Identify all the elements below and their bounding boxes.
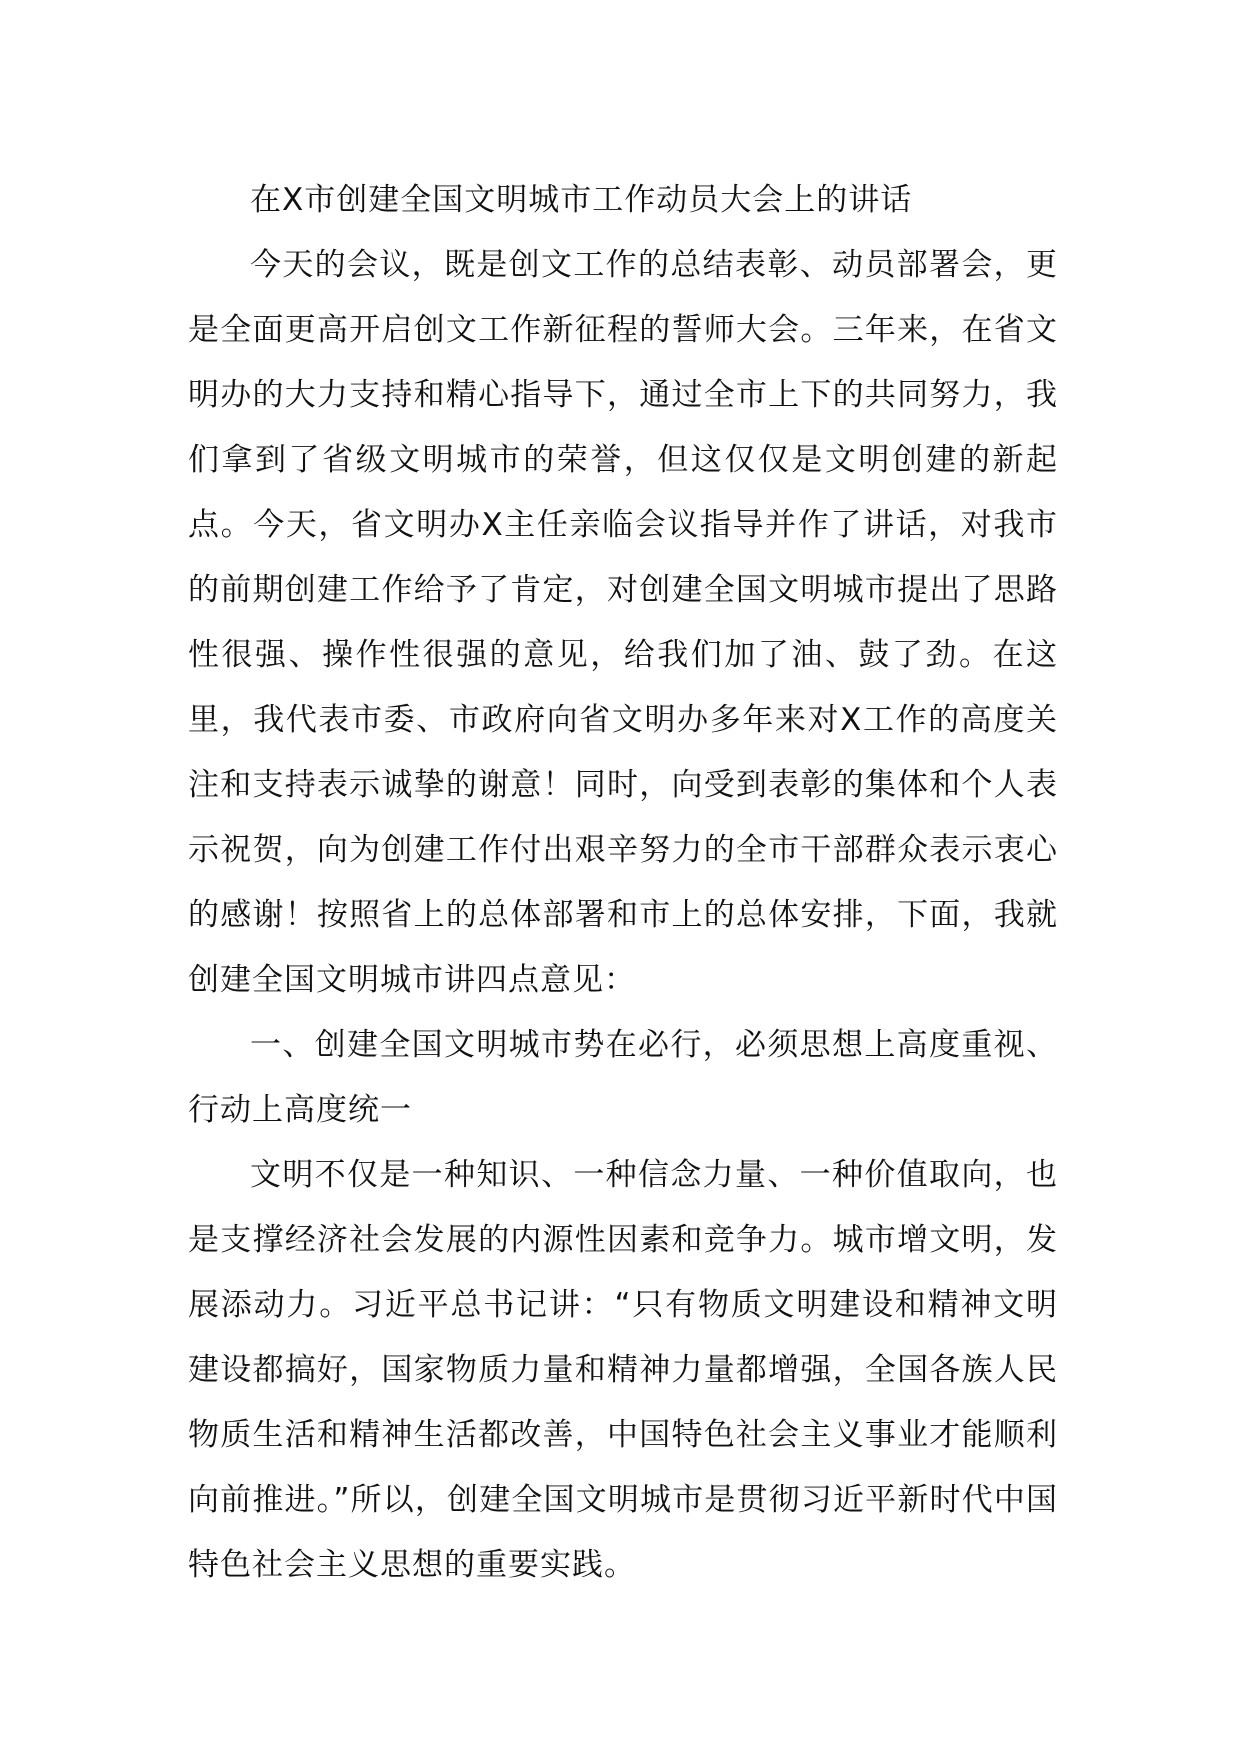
speech-title: 在X市创建全国文明城市工作动员大会上的讲话 bbox=[250, 182, 913, 218]
paragraph-civilization: 文明不仅是一种知识、一种信念力量、一种价值取向，也是支撑经济社会发展的内源性因素和竞争力。城市增文明，发展添动力。习近平总书记讲：“只有物质文明建设和精神文明建设都搞好，国家物质力量和精神力量都增强，全国各族人民物质生活和精神生活都改善，中国特色社会主义事业才能顺利向前推进。”所以，创建全国文明城市是贯彻习近平新时代中国特色社会主义思想的重要实践。 bbox=[188, 1157, 1058, 1583]
document-body bbox=[188, 168, 1058, 1598]
paragraph-opening: 今天的会议，既是创文工作的总结表彰、动员部署会，更是全面更高开启创文工作新征程的誓师大会。三年来，在省文明办的大力支持和精心指导下，通过全市上下的共同努力，我们拿到了省级文明城市的荣誉，但这仅仅是文明创建的新起点。今天，省文明办X主任亲临会议指导并作了讲话，对我市的前期创建工作给予了肯定，对创建全国文明城市提出了思路性很强、操作性很强的意见，给我们加了油、鼓了劲。在这里，我代表市委、市政府向省文明办多年来对X工作的高度关注和支持表示诚挚的谢意！同时，向受到表彰的集体和个人表示祝贺，向为创建工作付出艰辛努力的全市干部群众表示衷心的感谢！按照省上的总体部署和市上的总体安排，下面，我就创建全国文明城市讲四点意见： bbox=[188, 247, 1058, 998]
section-heading-one: 一、创建全国文明城市势在必行，必须思想上高度重视、行动上高度统一 bbox=[188, 1027, 1058, 1128]
